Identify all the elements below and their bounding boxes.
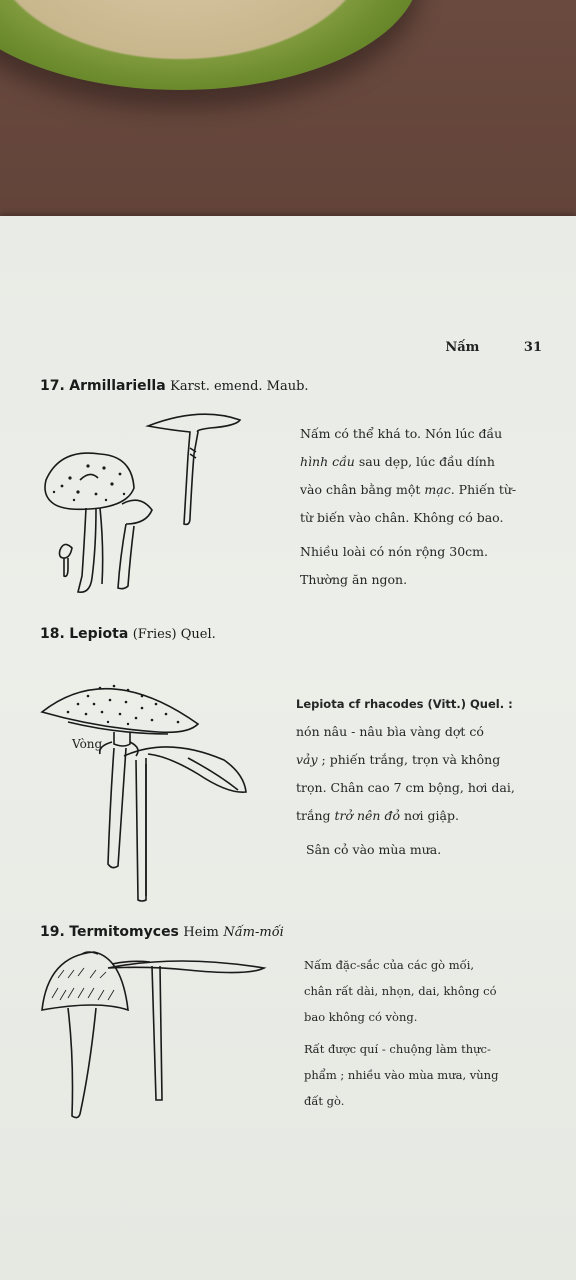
entry-title-17 [40, 378, 309, 394]
species-label: Lepiota cf rhacodes (Vitt.) Quel. : [296, 697, 513, 711]
entry-author: Karst. emend. Maub. [170, 379, 309, 394]
text-line: Sân cỏ vào mùa mưa. [306, 842, 442, 857]
text-line: Thường ăn ngon. [300, 572, 408, 587]
entry-genus: Termitomyces [69, 924, 179, 940]
text-line: Nhiều loài có nón rộng 30cm. [300, 544, 489, 559]
entry-author: Heim [183, 925, 219, 940]
text-line: Nấm đặc-sắc của các gò mối, [304, 958, 475, 972]
entry-19-description [304, 952, 526, 1114]
text-line: Nấm có thể khá to. Nón lúc đầu [300, 426, 503, 441]
entry-18-description [296, 690, 532, 864]
entry-common-name: Nấm-mối [223, 925, 284, 940]
text-line: đất gò. [304, 1094, 345, 1108]
entry-title-19 [40, 924, 284, 940]
text-line: chân rất dài, nhọn, dai, không có [304, 984, 497, 998]
text-line: vào chân bằng một mạc. Phiến từ- [300, 482, 517, 497]
entry-number: 19. [40, 924, 65, 940]
section-title: Nấm [445, 340, 480, 355]
entry-number: 18. [40, 626, 65, 642]
text-line: từ biến vào chân. Không có bao. [300, 510, 504, 525]
mushroom-illustration-lepiota [38, 664, 258, 908]
text-line: vảy ; phiến trắng, trọn và không [296, 752, 501, 767]
text-line: bao không có vòng. [304, 1010, 418, 1024]
entry-author: (Fries) Quel. [132, 627, 216, 642]
entry-number: 17. [40, 378, 65, 394]
entry-title-18 [40, 626, 216, 642]
mushroom-illustration-termitomyces [38, 948, 270, 1126]
entry-genus: Lepiota [69, 626, 129, 642]
text-line: Rất được quí - chuộng làm thực- [304, 1042, 491, 1056]
mushroom-illustration-armillariella [40, 408, 260, 608]
text-line: trắng trở nên đỏ nơi giập. [296, 808, 459, 823]
text-line: trọn. Chân cao 7 cm bộng, hơi dai, [296, 780, 515, 795]
page-header [445, 340, 542, 355]
entry-17-description [300, 420, 540, 594]
text-line: phẩm ; nhiều vào mùa mưa, vùng [304, 1068, 499, 1082]
figure-label-ring: Vòng [72, 737, 103, 751]
entry-genus: Armillariella [69, 378, 166, 394]
text-line: nón nâu - nâu bìa vàng dợt có [296, 724, 484, 739]
page-number: 31 [523, 340, 542, 355]
text-line: hình cầu sau dẹp, lúc đầu dính [300, 454, 495, 469]
